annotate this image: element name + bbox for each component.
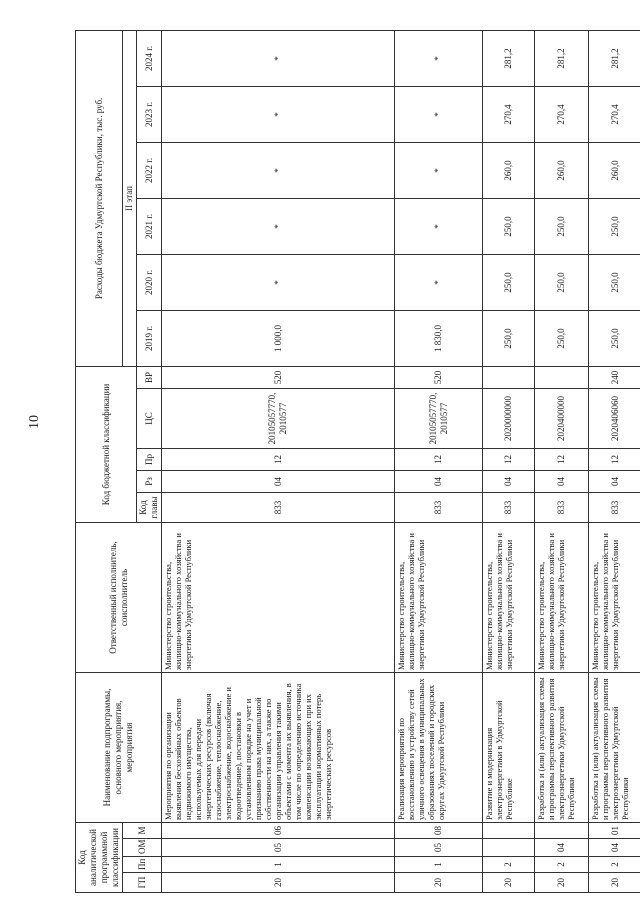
om-cell: 05: [395, 839, 483, 857]
cs-cell: 20105057770, 2010577: [395, 389, 483, 449]
pp-header: Пп: [123, 857, 162, 873]
pr-header: Пр: [137, 449, 162, 471]
pp-cell: 2: [483, 857, 535, 873]
m-cell: 06: [162, 823, 395, 839]
executor-cell: Министерство строительства, жилищно-коммунального хозяйства и энергетики Удмуртской Республики: [535, 523, 589, 673]
year-header: 2021 г.: [137, 198, 162, 254]
m-cell: 08: [395, 823, 483, 839]
cs-cell: 2020000000: [483, 389, 535, 449]
value-cell: 270,4: [535, 86, 589, 142]
value-cell: 270,4: [483, 86, 535, 142]
pr-cell: 12: [395, 449, 483, 471]
value-cell: 281,2: [535, 30, 589, 86]
value-cell: 250,0: [535, 254, 589, 310]
rz-cell: 04: [535, 471, 589, 493]
stage-header: II этап: [123, 30, 137, 366]
value-cell: 250,0: [589, 198, 640, 254]
pp-cell: 1: [162, 857, 395, 873]
rz-cell: 04: [589, 471, 640, 493]
table-row: [535, 30, 589, 892]
executor-cell: Министерство строительства, жилищно-коммунального хозяйства и энергетики Удмуртской Республики: [483, 523, 535, 673]
cs-cell: 2020406060: [589, 389, 640, 449]
pr-cell: 12: [162, 449, 395, 471]
expenses-header: Расходы бюджета Удмуртской Республики, тыс. руб.: [76, 30, 123, 366]
pr-cell: 12: [535, 449, 589, 471]
kg-cell: 833: [589, 493, 640, 523]
value-cell: *: [395, 30, 483, 86]
value-cell: 250,0: [589, 254, 640, 310]
executor-header: Ответственный исполнитель, соисполнитель: [76, 523, 162, 673]
kg-cell: 833: [162, 493, 395, 523]
vr-cell: 520: [162, 366, 395, 388]
kg-cell: 833: [395, 493, 483, 523]
table-row: [395, 30, 483, 892]
m-header: М: [123, 823, 162, 839]
value-cell: *: [395, 254, 483, 310]
value-cell: *: [162, 254, 395, 310]
value-cell: 281,2: [589, 30, 640, 86]
value-cell: *: [395, 142, 483, 198]
value-cell: 281,2: [483, 30, 535, 86]
rz-cell: 04: [483, 471, 535, 493]
year-header: 2020 г.: [137, 254, 162, 310]
cs-header: ЦС: [137, 389, 162, 449]
rz-cell: 04: [395, 471, 483, 493]
name-cell: Разработка и (или) актуализация схемы и программы перспективного развития электроэнергетики Удмуртской Республики: [535, 673, 589, 823]
program-code-header: Код аналитической программной классификации: [76, 823, 123, 893]
name-cell: Реализация мероприятий по восстановлению и устройству сетей уличного освещения в муниципальных образованиях поселений и городских округах Удмуртской Республики: [395, 673, 483, 823]
pp-cell: 1: [395, 857, 483, 873]
m-cell: [535, 823, 589, 839]
value-cell: *: [395, 86, 483, 142]
value-cell: 260,0: [535, 142, 589, 198]
executor-cell: Министерство строительства, жилищно-коммунального хозяйства и энергетики Удмуртской Республики: [162, 523, 395, 673]
value-cell: 250,0: [483, 254, 535, 310]
year-header: 2024 г.: [137, 30, 162, 86]
name-cell: Разработка и (или) актуализация схемы и программы перспективного развития электроэнергетики Удмуртской Республики: [589, 673, 640, 823]
gp-cell: 20: [395, 873, 483, 893]
budget-code-header: Код бюджетной классификации: [76, 366, 137, 522]
gp-cell: 20: [535, 873, 589, 893]
cs-cell: 2020400000: [535, 389, 589, 449]
rz-cell: 04: [162, 471, 395, 493]
value-cell: 250,0: [589, 310, 640, 366]
value-cell: 260,0: [483, 142, 535, 198]
om-cell: 05: [162, 839, 395, 857]
om-cell: [483, 839, 535, 857]
gp-cell: 20: [162, 873, 395, 893]
year-header: 2019 г.: [137, 310, 162, 366]
year-header: 2023 г.: [137, 86, 162, 142]
table-row: [162, 30, 395, 892]
value-cell: *: [162, 198, 395, 254]
executor-cell: Министерство строительства, жилищно-коммунального хозяйства и энергетики Удмуртской Республики: [589, 523, 640, 673]
value-cell: *: [162, 142, 395, 198]
pp-cell: 2: [589, 857, 640, 873]
pr-cell: 12: [589, 449, 640, 471]
om-cell: 04: [589, 839, 640, 857]
value-cell: 250,0: [483, 198, 535, 254]
m-cell: [483, 823, 535, 839]
vr-cell: 240: [589, 366, 640, 388]
name-cell: Мероприятия по организации выявления бесхозяйных объектов недвижимого имущества, используемых для передачи энергетических ресурсов (включая газоснабжение, теплоснабжение, электроснабжение, водоснабжение и водоотведение), постановки в установленном порядке на учет и признанию права муниципальной собственности на них, а также по организации управления такими объектами с момента их выявления, в том числе по определению источника компенсации возникающих при их эксплуатации нормативных потерь энергетических ресурсов: [162, 673, 395, 823]
value-cell: 1 000,0: [162, 310, 395, 366]
vr-header: ВР: [137, 366, 162, 388]
gp-cell: 20: [483, 873, 535, 893]
table-row: [483, 30, 535, 892]
pp-cell: 2: [535, 857, 589, 873]
value-cell: 250,0: [535, 198, 589, 254]
value-cell: 250,0: [483, 310, 535, 366]
vr-cell: [483, 366, 535, 388]
kg-cell: 833: [483, 493, 535, 523]
value-cell: *: [162, 30, 395, 86]
page-number: 10: [27, 415, 42, 429]
gp-header: ГП: [123, 873, 162, 893]
om-header: ОМ: [123, 839, 162, 857]
value-cell: *: [395, 198, 483, 254]
cs-cell: 20105057770, 2010577: [162, 389, 395, 449]
kod-glavy-header: Код главы: [137, 493, 162, 523]
value-cell: 270,4: [589, 86, 640, 142]
value-cell: 250,0: [535, 310, 589, 366]
value-cell: 1 830,0: [395, 310, 483, 366]
gp-cell: 20: [589, 873, 640, 893]
kg-cell: 833: [535, 493, 589, 523]
budget-table: [75, 30, 640, 893]
vr-cell: [535, 366, 589, 388]
om-cell: 04: [535, 839, 589, 857]
name-cell: Развитие и модернизация электроэнергетики в Удмуртской Республике: [483, 673, 535, 823]
m-cell: 01: [589, 823, 640, 839]
year-header: 2022 г.: [137, 142, 162, 198]
value-cell: *: [162, 86, 395, 142]
name-header: Наименование подпрограммы, основного мероприятия, мероприятия: [76, 673, 162, 823]
table-row: [589, 30, 640, 892]
executor-cell: Министерство строительства, жилищно-коммунального хозяйства и энергетики Удмуртской Республики: [395, 523, 483, 673]
pr-cell: 12: [483, 449, 535, 471]
value-cell: 260,0: [589, 142, 640, 198]
budget-table-sheet: [75, 31, 630, 893]
vr-cell: 520: [395, 366, 483, 388]
rz-header: Рз: [137, 471, 162, 493]
